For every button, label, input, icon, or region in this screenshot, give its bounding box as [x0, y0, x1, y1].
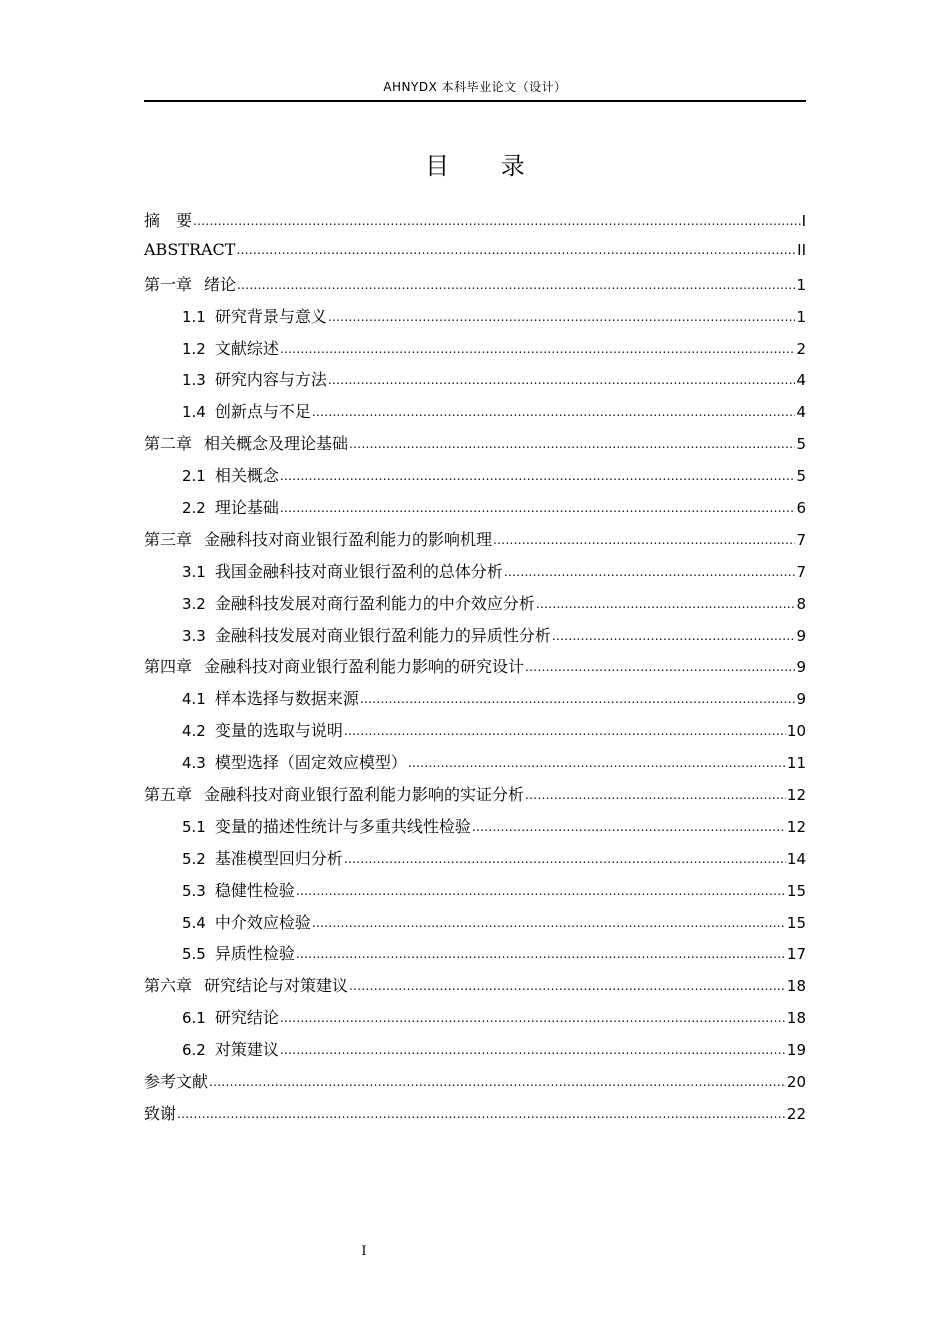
toc-entry-number: 3.3	[182, 626, 206, 645]
toc-dot-leader	[280, 343, 796, 355]
toc-section-entry[interactable]	[144, 941, 806, 973]
toc-dot-leader	[344, 853, 786, 865]
toc-page-number: 5	[796, 435, 806, 454]
toc-entry-number: 第二章	[144, 434, 193, 454]
toc-entry-text: 相关概念及理论基础	[204, 434, 349, 454]
toc-entry-text: 理论基础	[214, 498, 279, 518]
toc-page-number: 6	[796, 499, 806, 518]
toc-entry-label	[182, 591, 535, 614]
toc-entry-text: 金融科技对商业银行盈利能力影响的实证分析	[204, 785, 525, 805]
toc-entry-label	[182, 367, 327, 390]
toc-entry-label	[182, 910, 311, 933]
toc-entry-text: 异质性检验	[214, 944, 295, 964]
toc-dot-leader	[209, 1076, 786, 1088]
toc-entry-number: 2.1	[182, 467, 206, 486]
toc-page-number: 10	[786, 722, 806, 741]
toc-entry-text: 对策建议	[214, 1040, 279, 1060]
toc-entry-label	[182, 814, 471, 837]
toc-page-number: I	[801, 212, 806, 230]
toc-entry-number: 5.4	[182, 913, 206, 932]
toc-entry-number: 5.5	[182, 945, 206, 964]
toc-entry-text: 金融科技对商业银行盈利能力的影响机理	[204, 529, 493, 549]
toc-dot-leader	[344, 725, 786, 737]
toc-section-entry[interactable]	[144, 399, 806, 431]
toc-page-number: II	[797, 240, 806, 259]
toc-dot-leader	[504, 566, 796, 578]
toc-page-number: 5	[796, 467, 806, 486]
toc-page-number: 7	[796, 562, 806, 581]
toc-page-number: 20	[786, 1073, 806, 1092]
toc-entry-label	[182, 399, 311, 422]
toc-entry-number: 第一章	[144, 274, 193, 294]
toc-dot-leader	[360, 693, 796, 705]
toc-section-entry[interactable]	[144, 336, 806, 368]
toc-entry-acknowledgements[interactable]	[144, 1101, 806, 1133]
toc-entry-label	[182, 1005, 279, 1028]
toc-section-entry[interactable]	[144, 814, 806, 846]
toc-dot-leader	[237, 279, 795, 291]
page-number-footer: I	[361, 1244, 367, 1259]
toc-entry-label	[182, 1037, 279, 1060]
toc-dot-leader	[493, 534, 795, 546]
toc-entry-number: 4.1	[182, 690, 206, 709]
toc-dot-leader	[328, 374, 796, 386]
toc-entry-label	[144, 782, 524, 805]
toc-page-number: 2	[796, 339, 806, 358]
toc-entry-label	[182, 463, 279, 486]
toc-dot-leader	[280, 1012, 786, 1024]
toc-section-entry[interactable]	[144, 463, 806, 495]
toc-section-entry[interactable]	[144, 559, 806, 591]
toc-entry-text: 中介效应检验	[214, 912, 311, 932]
toc-dot-leader	[552, 630, 796, 642]
toc-entry-label	[182, 495, 279, 518]
toc-section-entry[interactable]	[144, 304, 806, 336]
toc-entry-text: 研究背景与意义	[214, 306, 327, 326]
toc-page-number: 4	[796, 371, 806, 390]
toc-dot-leader	[280, 502, 796, 514]
toc-page-number: 11	[786, 754, 806, 773]
toc-chapter-entry[interactable]	[144, 654, 806, 686]
toc-dot-leader	[408, 757, 786, 769]
toc-page-number: 15	[786, 881, 806, 900]
header-rule	[144, 100, 806, 102]
toc-page-number: 12	[786, 786, 806, 805]
toc-section-entry[interactable]	[144, 750, 806, 782]
toc-section-entry[interactable]	[144, 495, 806, 527]
toc-page-number: 22	[786, 1104, 806, 1123]
toc-page-number: 9	[796, 626, 806, 645]
toc-entry-number: 第六章	[144, 976, 193, 996]
toc-dot-leader	[296, 948, 786, 960]
toc-dot-leader	[280, 470, 796, 482]
toc-page-number: 7	[796, 530, 806, 549]
toc-section-entry[interactable]	[144, 718, 806, 750]
toc-dot-leader	[525, 789, 786, 801]
toc-entry-number: 5.2	[182, 849, 206, 868]
toc-entry-label	[144, 272, 236, 295]
toc-page-number: 17	[786, 945, 806, 964]
toc-dot-leader	[280, 1044, 786, 1056]
toc-page-number: 1	[796, 275, 806, 294]
toc-section-entry[interactable]	[144, 1005, 806, 1037]
toc-entry-number: 1.1	[182, 307, 206, 326]
toc-entry-text: 文献综述	[214, 338, 279, 358]
toc-entry-text: 研究结论	[214, 1008, 279, 1028]
toc-entry-label	[144, 654, 524, 677]
toc-entry-abstract-en[interactable]	[144, 240, 806, 272]
toc-entry-text: 变量的描述性统计与多重共线性检验	[214, 816, 471, 836]
toc-entry-number: 第五章	[144, 785, 193, 805]
toc-dot-leader	[472, 821, 786, 833]
toc-entry-label: ABSTRACT	[144, 239, 236, 259]
toc-dot-leader	[312, 917, 786, 929]
toc-entry-text: 研究结论与对策建议	[204, 976, 349, 996]
toc-dot-leader	[193, 215, 801, 227]
toc-entry-number: 3.2	[182, 594, 206, 613]
toc-dot-leader	[525, 661, 795, 673]
toc-entry-number: 5.1	[182, 817, 206, 836]
toc-entry-abstract-cn[interactable]	[144, 208, 806, 240]
toc-entry-text: 金融科技发展对商行盈利能力的中介效应分析	[214, 593, 535, 613]
toc-entry-label-part: 要	[176, 211, 193, 230]
table-of-contents	[144, 208, 806, 1133]
toc-entry-label	[144, 973, 348, 996]
toc-entry-text: 稳健性检验	[214, 880, 295, 900]
toc-dot-leader	[349, 980, 786, 992]
toc-entry-number: 4.2	[182, 722, 206, 741]
toc-section-entry[interactable]	[144, 686, 806, 718]
toc-page-number: 9	[796, 690, 806, 709]
page-title: 目 录	[425, 152, 547, 180]
toc-entry-label	[144, 527, 492, 550]
toc-entry-text: 基准模型回归分析	[214, 848, 343, 868]
toc-dot-leader	[177, 1108, 786, 1120]
toc-section-entry[interactable]	[144, 846, 806, 878]
toc-dot-leader	[312, 406, 796, 418]
toc-entry-label	[144, 431, 348, 454]
toc-entry-number: 5.3	[182, 881, 206, 900]
toc-dot-leader	[296, 885, 786, 897]
toc-entry-text: 相关概念	[214, 466, 279, 486]
toc-section-entry[interactable]	[144, 910, 806, 942]
toc-entry-text: 金融科技发展对商业银行盈利能力的异质性分析	[214, 625, 551, 645]
toc-entry-label: 致谢	[144, 1103, 177, 1123]
toc-entry-label	[182, 846, 343, 869]
toc-entry-number: 3.1	[182, 562, 206, 581]
toc-page-number: 18	[786, 977, 806, 996]
toc-entry-number: 6.1	[182, 1009, 206, 1028]
toc-chapter-entry[interactable]	[144, 431, 806, 463]
toc-section-entry[interactable]	[144, 591, 806, 623]
toc-page-number: 14	[786, 849, 806, 868]
toc-dot-leader	[536, 598, 796, 610]
toc-page-number: 1	[796, 307, 806, 326]
toc-chapter-entry[interactable]	[144, 527, 806, 559]
toc-section-entry[interactable]	[144, 367, 806, 399]
toc-entry-number: 2.2	[182, 499, 206, 518]
toc-entry-references[interactable]	[144, 1069, 806, 1101]
toc-dot-leader	[328, 311, 796, 323]
toc-entry-text: 创新点与不足	[214, 402, 311, 422]
toc-page-number: 9	[796, 658, 806, 677]
toc-page-number: 19	[786, 1041, 806, 1060]
toc-chapter-entry[interactable]	[144, 973, 806, 1005]
toc-section-entry[interactable]	[144, 1037, 806, 1069]
toc-section-entry[interactable]	[144, 623, 806, 655]
toc-entry-number: 4.3	[182, 754, 206, 773]
toc-entry-label	[182, 718, 343, 741]
toc-entry-number: 第四章	[144, 657, 193, 677]
toc-chapter-entry[interactable]	[144, 272, 806, 304]
toc-page-number: 4	[796, 403, 806, 422]
toc-entry-text: 变量的选取与说明	[214, 721, 343, 741]
toc-entry-label	[182, 623, 551, 646]
toc-entry-number: 第三章	[144, 529, 193, 549]
toc-entry-text: 模型选择（固定效应模型）	[214, 753, 407, 773]
toc-entry-label-part: 摘	[144, 211, 177, 230]
toc-entry-label	[182, 750, 407, 773]
toc-entry-number: 6.2	[182, 1041, 206, 1060]
toc-entry-number: 1.4	[182, 403, 206, 422]
toc-page-number: 18	[786, 1009, 806, 1028]
toc-entry-number: 1.2	[182, 339, 206, 358]
toc-page-number: 15	[786, 913, 806, 932]
toc-section-entry[interactable]	[144, 878, 806, 910]
toc-page-number: 8	[796, 594, 806, 613]
toc-entry-text: 研究内容与方法	[214, 370, 327, 390]
toc-entry-label: 参考文献	[144, 1072, 209, 1092]
toc-entry-label	[182, 559, 503, 582]
toc-entry-number: 1.3	[182, 371, 206, 390]
toc-chapter-entry[interactable]	[144, 782, 806, 814]
toc-entry-text: 样本选择与数据来源	[214, 689, 359, 709]
toc-entry-label	[182, 686, 359, 709]
toc-entry-label	[182, 304, 327, 327]
toc-page-number: 12	[786, 817, 806, 836]
toc-entry-text: 绪论	[204, 274, 237, 294]
toc-entry-label	[182, 878, 295, 901]
toc-dot-leader	[349, 438, 795, 450]
running-header: AHNYDX 本科毕业论文（设计）	[383, 80, 567, 94]
toc-entry-text: 我国金融科技对商业银行盈利的总体分析	[214, 561, 503, 581]
toc-dot-leader	[236, 244, 796, 256]
toc-entry-text: 金融科技对商业银行盈利能力影响的研究设计	[204, 657, 525, 677]
toc-entry-label	[182, 336, 279, 359]
toc-entry-label	[144, 208, 192, 231]
toc-entry-label	[182, 941, 295, 964]
